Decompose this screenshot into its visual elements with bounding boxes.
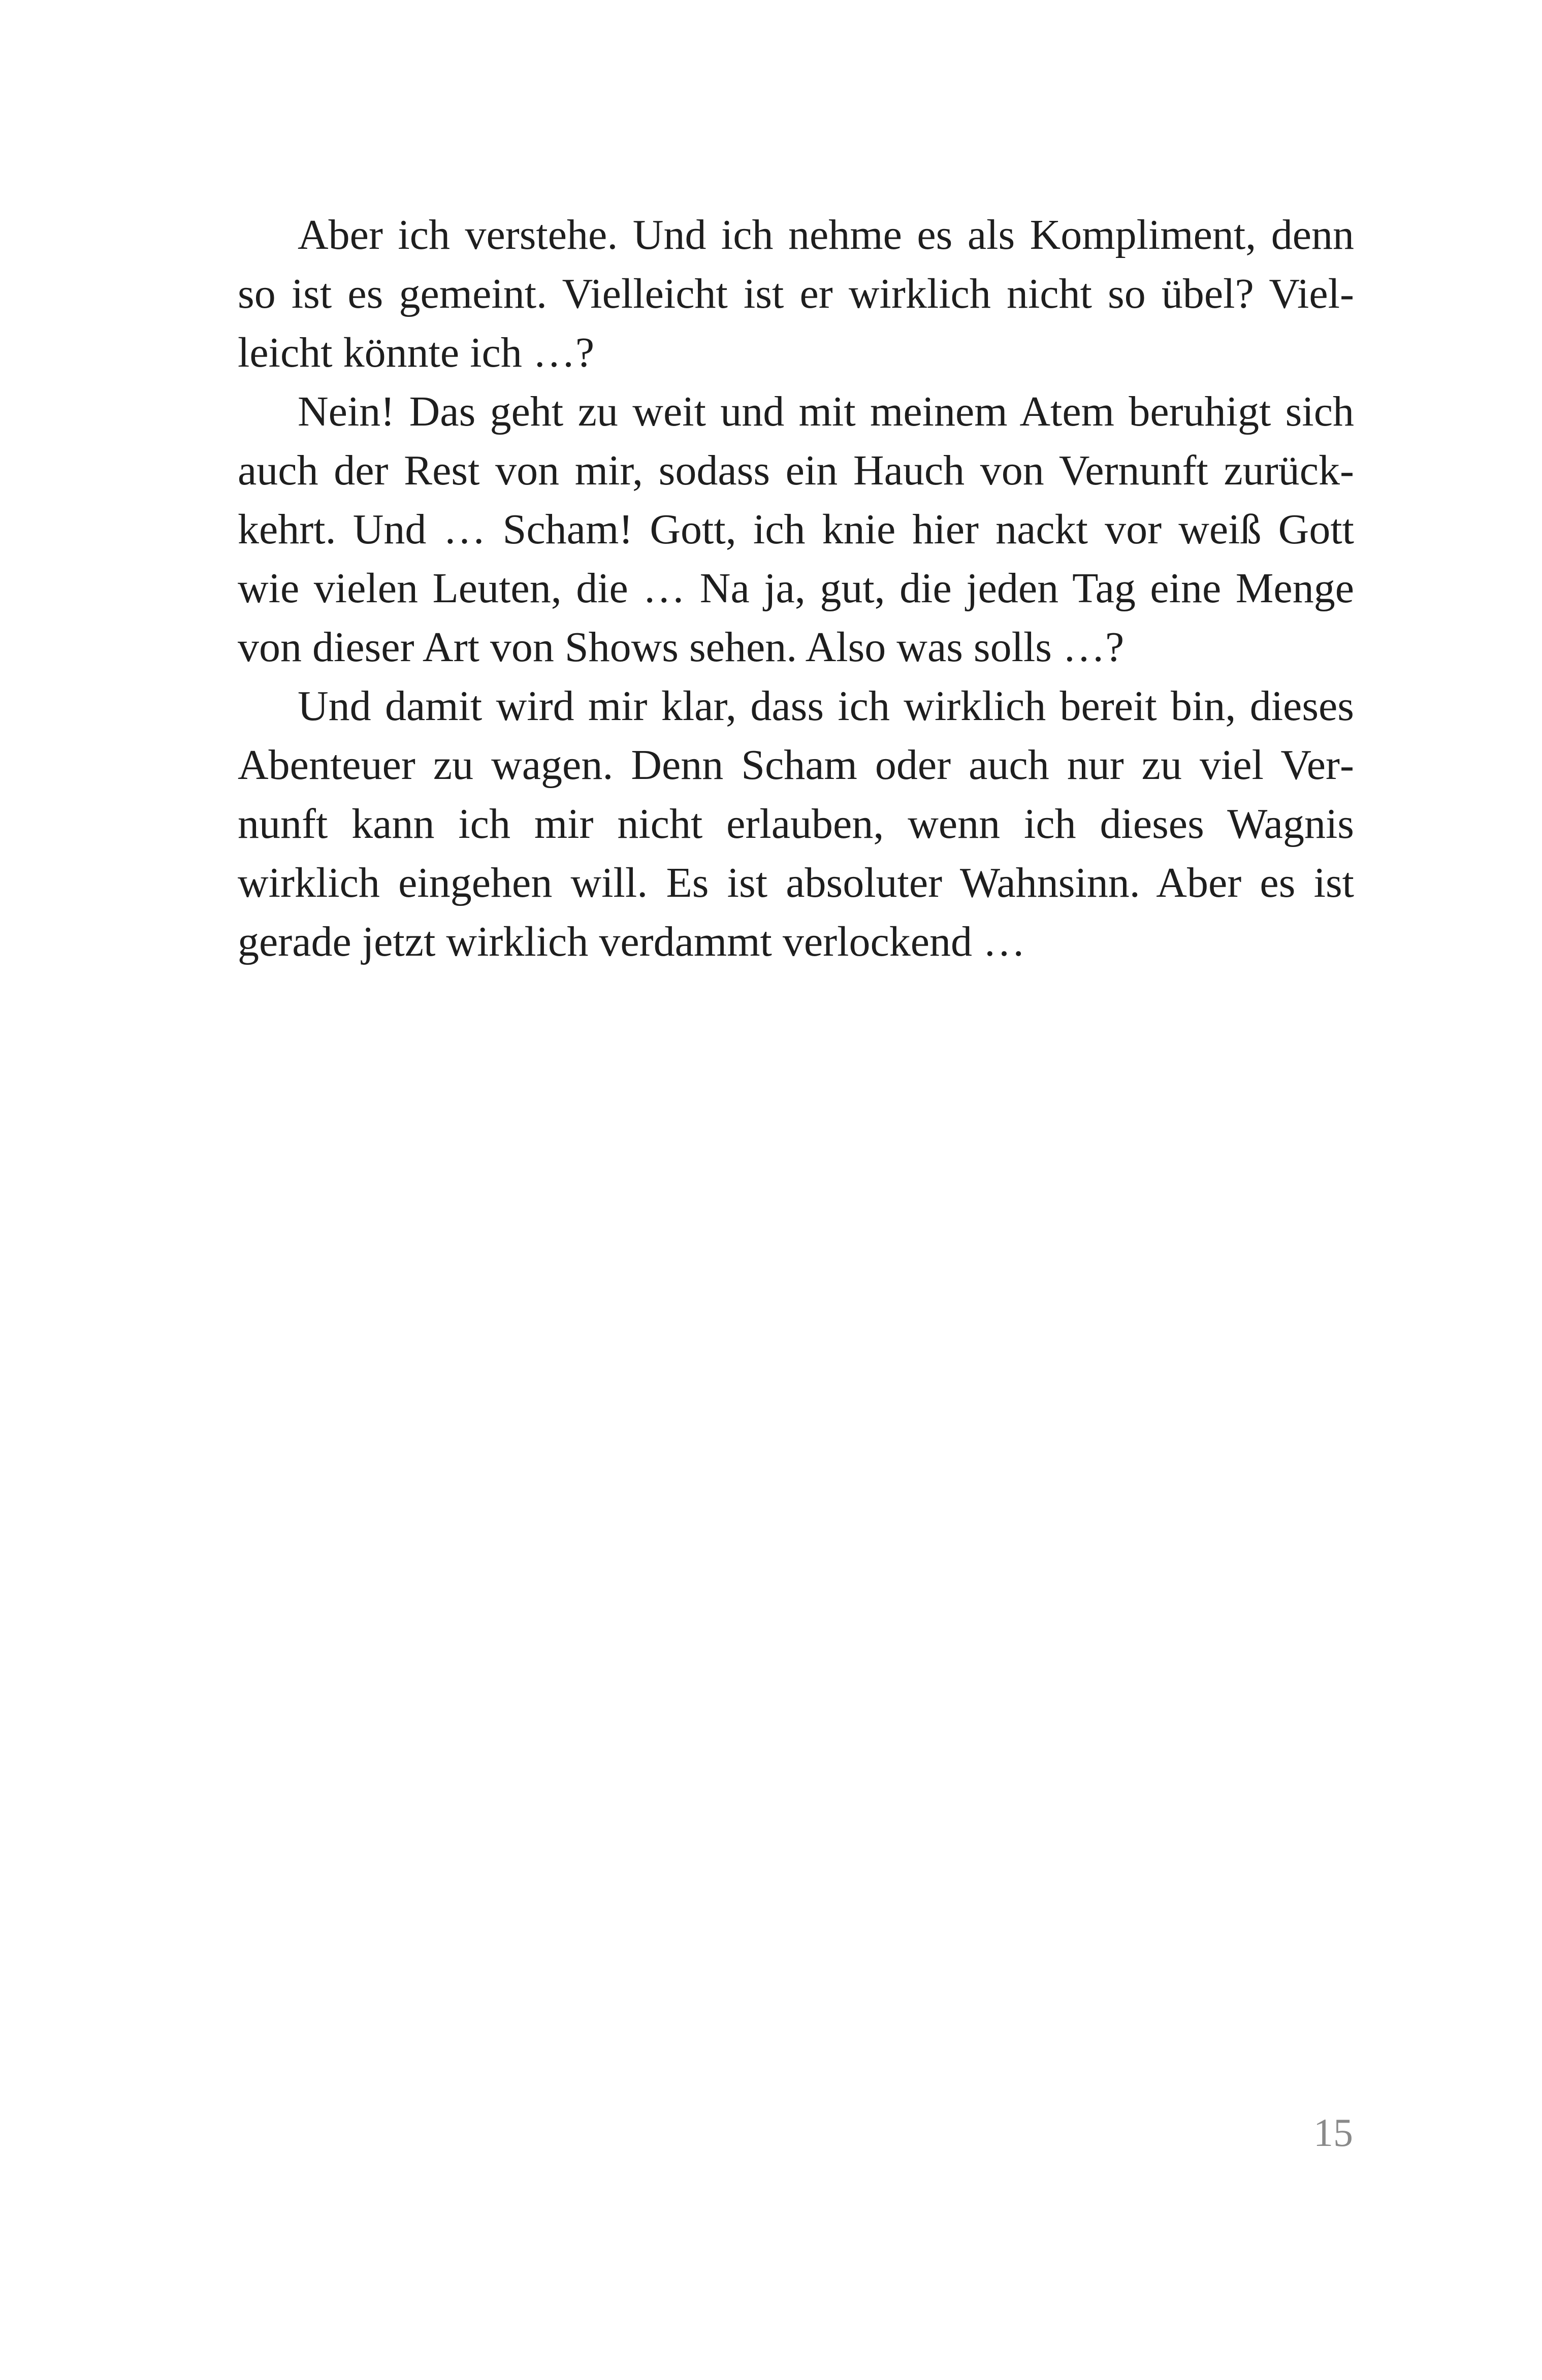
paragraph: Und damit wird mir klar, dass ich wirklich bereit bin, dieses Abenteuer zu wagen. Denn Scham oder auch nur zu viel Vernunft kann ich mir nicht erlauben, wenn ich dieses Wagnis wirklich eingehen will. Es ist absoluter Wahnsinn. Aber es ist gerade jetzt wirklich verdammt verlockend … (238, 682, 1354, 965)
paragraph: Aber ich verstehe. Und ich nehme es als Kompliment, denn so ist es gemeint. Vielleicht ist er wirklich nicht so übel? Vielleicht könnte ich …? (238, 211, 1354, 376)
paragraph: Nein! Das geht zu weit und mit meinem Atem beruhigt sich auch der Rest von mir, sodass ein Hauch von Vernunft zurückkehrt. Und … Scham! Gott, ich knie hier nackt vor weiß Gott wie vielen Leuten, die … Na ja, gut, die jeden Tag eine Menge von dieser Art von Shows sehen. Also was solls …? (238, 388, 1354, 671)
body-text (238, 206, 1354, 971)
page-number: 15 (1313, 2110, 1353, 2155)
